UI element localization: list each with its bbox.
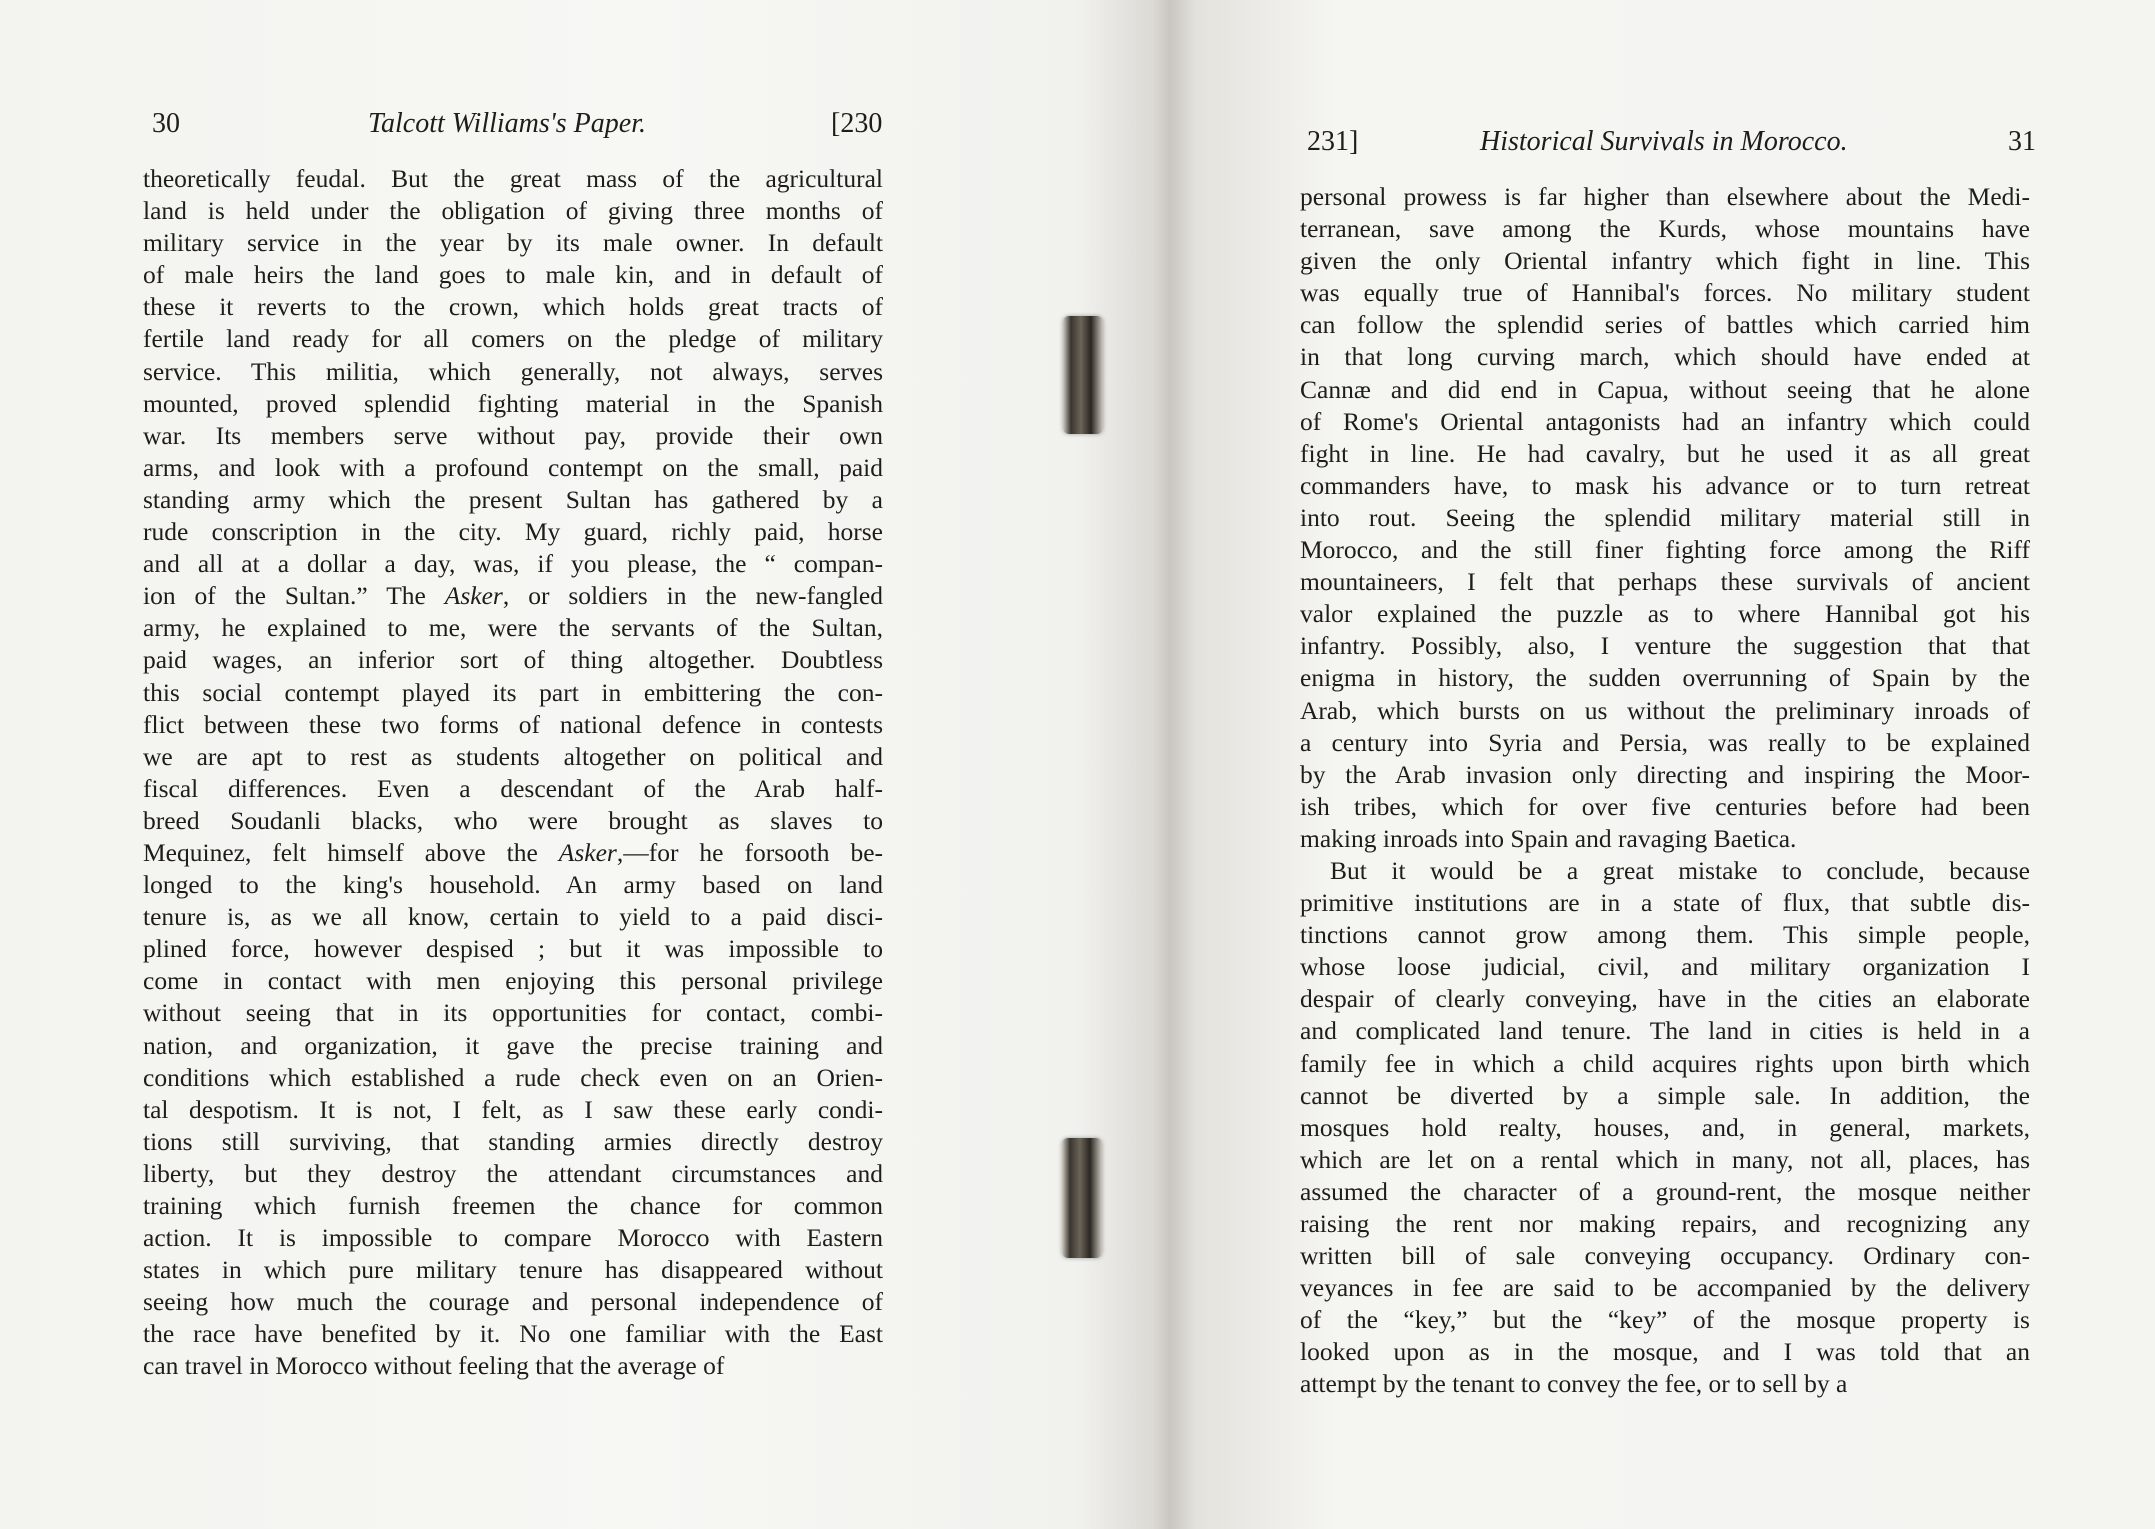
text-line: mosques hold realty, houses, and, in general, markets, (1300, 1112, 2030, 1142)
text-line: raising the rent nor making repairs, and recognizing any (1300, 1209, 2030, 1238)
text-line: can follow the splendid series of battles which carried him (1300, 310, 2030, 340)
text-line: given the only Oriental infantry which fight in line. This (1300, 246, 2030, 276)
text-line: fight in line. He had cavalry, but he used it as all great (1300, 438, 2030, 468)
text-line: Cannæ and did end in Capua, without seeing that he alone (1300, 374, 2030, 404)
text-line: assumed the character of a ground-rent, the mosque neither (1300, 1176, 2030, 1206)
text-line: come in contact with men enjoying this personal privilege (143, 966, 883, 996)
left-page-number: 30 (152, 108, 180, 139)
text-line: military service in the year by its male owner. In default (143, 228, 883, 258)
text-line: ish tribes, which for over five centuries before had been (1300, 791, 2030, 821)
left-body-text (143, 163, 883, 1383)
text-line: without seeing that in its opportunities for contact, combi- (143, 998, 883, 1028)
text-line: veyances in fee are said to be accompanied by the delivery (1300, 1273, 2030, 1303)
text-line: flict between these two forms of national defence in contests (143, 709, 883, 739)
text-line: liberty, but they destroy the attendant circumstances and (143, 1158, 883, 1188)
text-line: war. Its members serve without pay, provide their own (143, 420, 883, 450)
text-line: can travel in Morocco without feeling that the average of (143, 1351, 725, 1381)
text-line: infantry. Possibly, also, I venture the suggestion that that (1300, 631, 2030, 661)
text-line: commanders have, to mask his advance or to turn retreat (1300, 470, 2030, 500)
text-line: personal prowess is far higher than elsewhere about the Medi- (1300, 182, 2030, 211)
text-line: and complicated land tenure. The land in cities is held in a (1300, 1016, 2030, 1046)
text-line: primitive institutions are in a state of flux, that subtle dis- (1300, 888, 2030, 918)
right-body-text (1300, 181, 2030, 1401)
text-line: and all at a dollar a day, was, if you please, the “ compan- (143, 549, 883, 579)
text-line: mountaineers, I felt that perhaps these survivals of ancient (1300, 567, 2030, 597)
text-line: longed to the king's household. An army based on land (143, 870, 883, 900)
text-line: land is held under the obligation of giving three months of (143, 196, 883, 226)
text-line: But it would be a great mistake to conclude, because (1330, 855, 2030, 885)
text-line: mounted, proved splendid fighting material in the Spanish (143, 388, 883, 418)
text-line: making inroads into Spain and ravaging Baetica. (1300, 823, 1797, 853)
text-line: we are apt to rest as students altogether on political and (143, 741, 883, 771)
text-line: fiscal differences. Even a descendant of the Arab half- (143, 773, 883, 803)
text-line: terranean, save among the Kurds, whose mountains have (1300, 214, 2030, 244)
text-line: a century into Syria and Persia, was really to be explained (1300, 727, 2030, 757)
text-line: tal despotism. It is not, I felt, as I saw these early condi- (143, 1094, 883, 1124)
text-line: Arab, which bursts on us without the preliminary inroads of (1300, 695, 2030, 725)
text-line: fertile land ready for all comers on the pledge of military (143, 324, 883, 354)
text-line: into rout. Seeing the splendid military material still in (1300, 502, 2030, 532)
left-running-title: Talcott Williams's Paper. (368, 108, 646, 139)
text-line: valor explained the puzzle as to where Hannibal got his (1300, 599, 2030, 629)
right-page (1095, 0, 2155, 1529)
text-line: rude conscription in the city. My guard, richly paid, horse (143, 517, 883, 547)
text-line: tinctions cannot grow among them. This simple people, (1300, 920, 2030, 950)
text-line: Mequinez, felt himself above the Asker,—for he forsooth be- (143, 837, 884, 867)
text-line: enigma in history, the sudden overrunning of Spain by the (1300, 663, 2030, 693)
text-line: tions still surviving, that standing armies directly destroy (143, 1126, 883, 1156)
text-line: nation, and organization, it gave the precise training and (143, 1030, 883, 1060)
text-line: states in which pure military tenure has disappeared without (143, 1255, 883, 1285)
text-line: whose loose judicial, civil, and military organization I (1300, 952, 2030, 982)
text-line: training which furnish freemen the chance for common (143, 1191, 883, 1220)
text-line: the race have benefited by it. No one familiar with the East (143, 1319, 883, 1349)
text-line: seeing how much the courage and personal independence of (143, 1287, 883, 1317)
text-line: conditions which established a rude check even on an Orien- (143, 1062, 883, 1092)
right-page-number: 31 (2008, 126, 2036, 157)
text-line: action. It is impossible to compare Morocco with Eastern (143, 1223, 883, 1253)
text-line: which are let on a rental which in many, not all, places, has (1300, 1144, 2030, 1174)
text-line: cannot be diverted by a simple sale. In addition, the (1300, 1080, 2030, 1110)
text-line: looked upon as in the mosque, and I was told that an (1300, 1337, 2030, 1367)
text-line: of Rome's Oriental antagonists had an infantry which could (1300, 406, 2030, 436)
text-line: of male heirs the land goes to male kin, and in default of (143, 260, 883, 290)
text-line: by the Arab invasion only directing and inspiring the Moor- (1300, 759, 2030, 789)
text-line: was equally true of Hannibal's forces. No military student (1300, 278, 2030, 308)
text-line: ion of the Sultan.” The Asker, or soldiers in the new-fangled (143, 581, 883, 611)
text-line: these it reverts to the crown, which holds great tracts of (143, 292, 883, 322)
text-line: in that long curving march, which should have ended at (1300, 342, 2030, 372)
text-line: despair of clearly conveying, have in the cities an elaborate (1300, 984, 2030, 1014)
text-line: breed Soudanli blacks, who were brought as slaves to (143, 805, 883, 835)
left-original-page: [230 (831, 108, 883, 139)
text-line: paid wages, an inferior sort of thing altogether. Doubtless (143, 645, 883, 675)
right-original-page: 231] (1307, 126, 1359, 157)
text-line: theoretically feudal. But the great mass of the agricultural (143, 164, 883, 193)
text-line: attempt by the tenant to convey the fee, or to sell by a (1300, 1369, 1848, 1399)
text-line: this social contempt played its part in embittering the con- (143, 677, 883, 707)
text-line: family fee in which a child acquires rights upon birth which (1300, 1048, 2030, 1078)
text-line: tenure is, as we all know, certain to yield to a paid disci- (143, 902, 883, 932)
text-line: of the “key,” but the “key” of the mosque property is (1300, 1305, 2030, 1335)
right-running-title: Historical Survivals in Morocco. (1480, 126, 1848, 157)
text-line: plined force, however despised ; but it was impossible to (143, 934, 883, 964)
text-line: arms, and look with a profound contempt on the small, paid (143, 452, 883, 482)
text-line: written bill of sale conveying occupancy. Ordinary con- (1300, 1241, 2030, 1271)
text-line: army, he explained to me, were the servants of the Sultan, (143, 613, 883, 643)
text-line: standing army which the present Sultan has gathered by a (143, 484, 883, 514)
text-line: service. This militia, which generally, not always, serves (143, 356, 883, 386)
text-line: Morocco, and the still finer fighting force among the Riff (1300, 535, 2030, 565)
